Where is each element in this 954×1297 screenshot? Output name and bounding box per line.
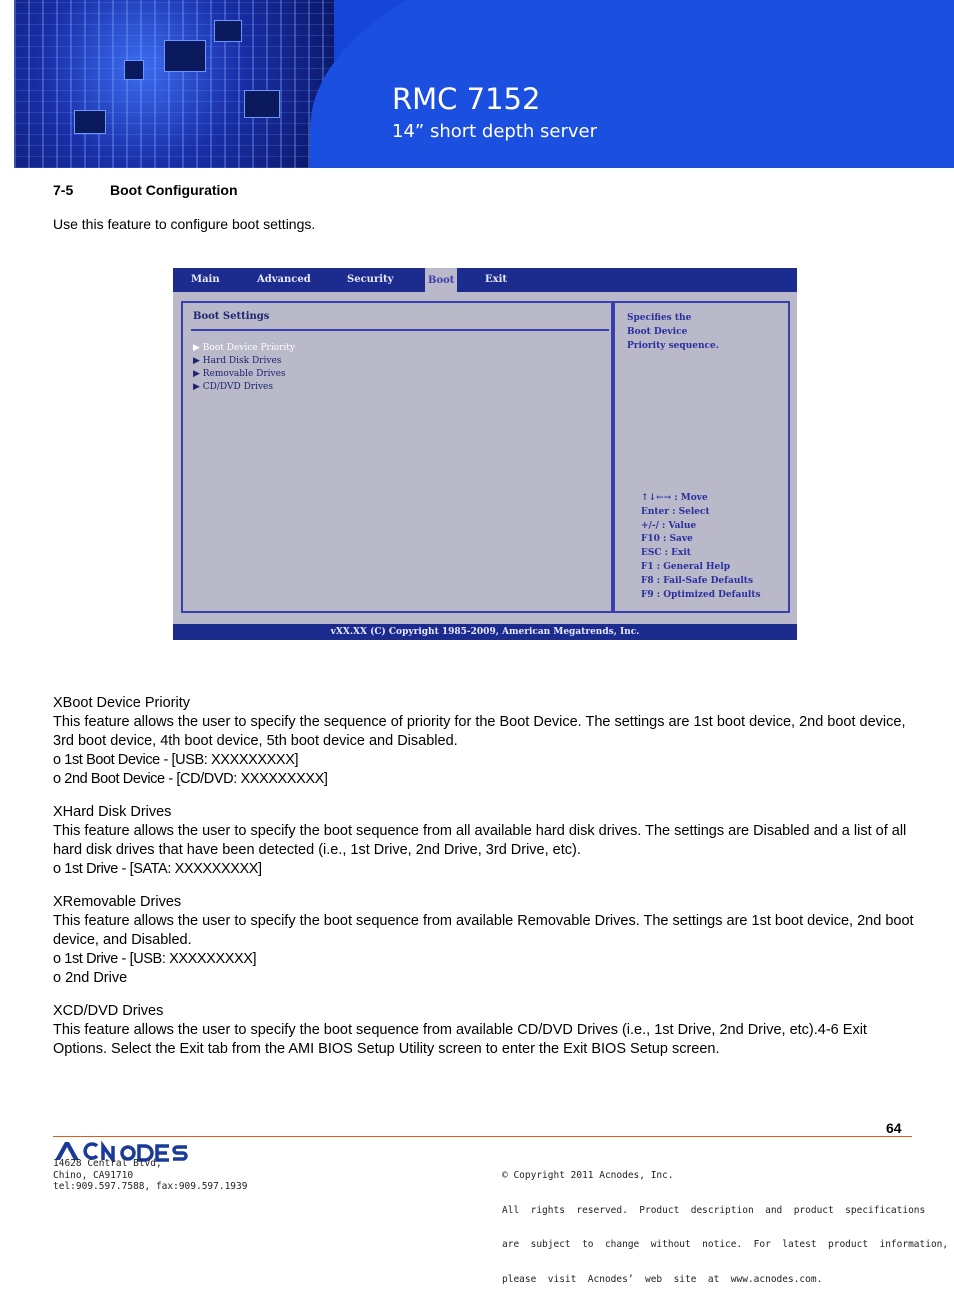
section-text: This feature allows the user to specify the boot sequence from all available hard disk drives. The settings are Disabled and a list of all hard disk drives that have been detected (i.e., 1st Drive, 2nd Drive, 3rd Drive, etc).	[53, 823, 907, 858]
option-line: o 1st Drive - [USB: XXXXXXXXX]	[53, 951, 257, 967]
bios-screenshot	[173, 268, 797, 640]
page-number: 64	[886, 1120, 902, 1136]
bios-item-removable-drives: ▶ Removable Drives	[193, 369, 286, 379]
copyright-notice: © Copyright 2011 Acnodes, Inc. All rights reserved. Product description and product specifications are subject to change without notice. For latest product information, please visit Acnodes’ web site at www.acnodes.com.	[502, 1170, 949, 1285]
bios-key-hint: F10 : Save	[641, 534, 693, 544]
bios-copyright: vXX.XX (C) Copyright 1985-2009, American Megatrends, Inc.	[330, 627, 640, 637]
bios-key-hint: ESC : Exit	[641, 548, 691, 558]
section-heading: XHard Disk Drives	[53, 804, 172, 820]
bios-key-hint: ↑↓←→ : Move	[641, 493, 708, 503]
section-intro: Use this feature to configure boot settings.	[53, 216, 316, 232]
bios-body	[173, 292, 797, 624]
document-subtitle: 14” short depth server	[392, 121, 598, 142]
option-line: o 2nd Boot Device - [CD/DVD: XXXXXXXXX]	[53, 771, 328, 787]
bios-item-cd-dvd-drives: ▶ CD/DVD Drives	[193, 382, 273, 392]
bios-help-line: Specifies the	[627, 313, 692, 323]
section-heading: XCD/DVD Drives	[53, 1003, 164, 1019]
section-title: Boot Configuration	[110, 182, 238, 198]
option-line: o 1st Drive - [SATA: XXXXXXXXX]	[53, 861, 262, 877]
document-title: RMC 7152	[392, 82, 541, 116]
bios-menu-bar	[173, 268, 797, 292]
section-number: 7-5	[53, 182, 74, 198]
bios-divider	[191, 329, 609, 331]
option-line: o 2nd Drive	[53, 970, 128, 986]
bios-key-hint: Enter : Select	[641, 507, 710, 517]
bios-key-hint: +/-/ : Value	[641, 521, 697, 531]
section-heading: XBoot Device Priority	[53, 695, 190, 711]
bios-tab-main: Main	[191, 274, 220, 285]
bios-help-panel	[613, 301, 790, 613]
section-text: This feature allows the user to specify the boot sequence from available Removable Drives. The settings are 1st boot device, 2nd boot device, and Disabled.	[53, 913, 914, 948]
section-heading: XRemovable Drives	[53, 894, 182, 910]
section-text: This feature allows the user to specify the boot sequence from available CD/DVD Drives (i.e., 1st Drive, 2nd Drive, etc).4-6 Exit Options. Select the Exit tab from the AMI BIOS Setup Utility screen to enter the Exit BIOS Setup screen.	[53, 1022, 867, 1057]
bios-key-hint: F8 : Fail-Safe Defaults	[641, 576, 754, 586]
bios-settings-panel	[181, 301, 613, 613]
bios-tab-advanced: Advanced	[257, 274, 311, 285]
footer-rule	[53, 1136, 912, 1137]
option-line: o 1st Boot Device - [USB: XXXXXXXXX]	[53, 752, 299, 768]
company-address: 14628 Central Blvd, Chino, CA91710 tel:909.597.7588, fax:909.597.1939	[53, 1158, 248, 1192]
bios-key-hint: F1 : General Help	[641, 562, 730, 572]
bios-tab-boot: Boot	[425, 268, 457, 292]
bios-help-line: Boot Device	[627, 327, 688, 337]
bios-tab-security: Security	[347, 274, 394, 285]
bios-key-hint: F9 : Optimized Defaults	[641, 590, 761, 600]
bios-panel-title: Boot Settings	[193, 311, 270, 322]
bios-item-hard-disk-drives: ▶ Hard Disk Drives	[193, 356, 282, 366]
bios-help-line: Priority sequence.	[627, 341, 719, 351]
circuit-board-image	[14, 0, 334, 168]
bios-tab-exit: Exit	[485, 274, 508, 285]
section-text: This feature allows the user to specify the sequence of priority for the Boot Device. The settings are 1st boot device, 2nd boot device, 3rd boot device, 4th boot device, 5th boot device and Disabled.	[53, 714, 906, 749]
bios-item-boot-device-priority: ▶ Boot Device Priority	[193, 343, 295, 353]
